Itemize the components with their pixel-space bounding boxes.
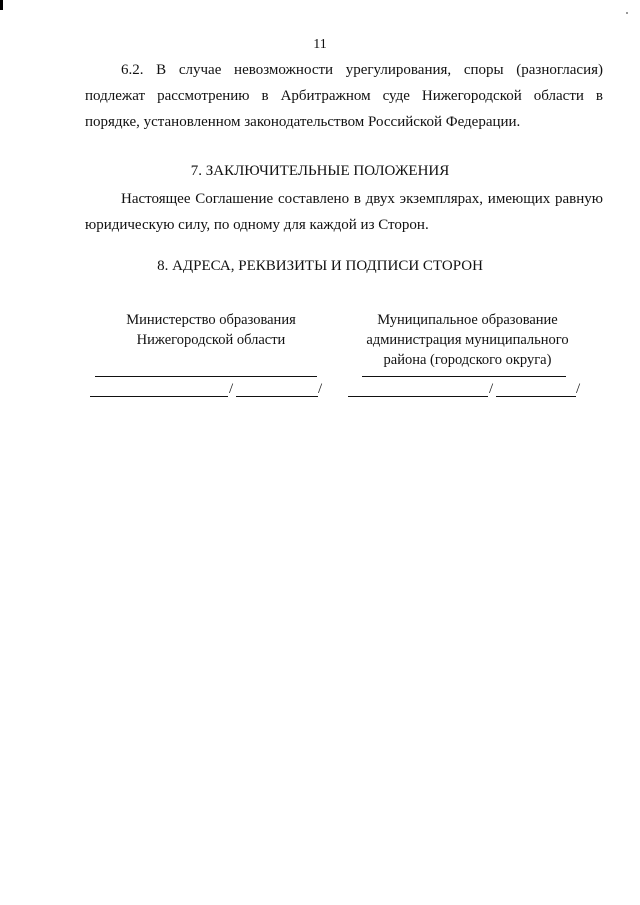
left-signature-slash-2: / <box>318 381 323 397</box>
right-signature-slash-1: / <box>489 381 494 397</box>
left-party-line-1: Министерство образования <box>126 312 296 328</box>
section-8-heading: 8. АДРЕСА, РЕКВИЗИТЫ И ПОДПИСИ СТОРОН <box>157 258 483 274</box>
right-party-line-2: администрация муниципального <box>366 332 569 348</box>
scan-speck <box>626 12 628 14</box>
right-signature-line <box>348 396 488 397</box>
right-signature-slash-2: / <box>576 381 581 397</box>
clause-6-2 <box>85 57 603 135</box>
page-number: 11 <box>313 37 327 52</box>
left-requisites-line <box>95 376 317 377</box>
section-7-line-1: Настоящее Соглашение составлено в двух экземплярах, имеющих равную <box>121 191 603 207</box>
right-party-line-1: Муниципальное образование <box>377 312 558 328</box>
right-party-name <box>345 310 590 370</box>
left-party-line-2: Нижегородской области <box>136 332 286 348</box>
clause-6-2-line-2: подлежат рассмотрению в Арбитражном суде Нижегородской области в <box>85 88 603 104</box>
clause-6-2-line-1: 6.2. В случае невозможности урегулирования, споры (разногласия) <box>121 62 603 78</box>
scan-edge-mark <box>0 0 3 10</box>
section-7-paragraph <box>85 186 603 238</box>
clause-6-2-line-3: порядке, установленном законодательством Российской Федерации. <box>85 114 521 130</box>
section-7-line-2: юридическую силу, по одному для каждой из Сторон. <box>85 217 429 233</box>
right-party-line-3: района (городского округа) <box>383 352 552 368</box>
left-signature-slash-1: / <box>229 381 234 397</box>
right-name-line <box>496 396 576 397</box>
section-7-heading: 7. ЗАКЛЮЧИТЕЛЬНЫЕ ПОЛОЖЕНИЯ <box>190 163 450 179</box>
left-signature-line <box>90 396 228 397</box>
right-requisites-line <box>362 376 566 377</box>
left-name-line <box>236 396 318 397</box>
left-party-name <box>100 310 322 350</box>
